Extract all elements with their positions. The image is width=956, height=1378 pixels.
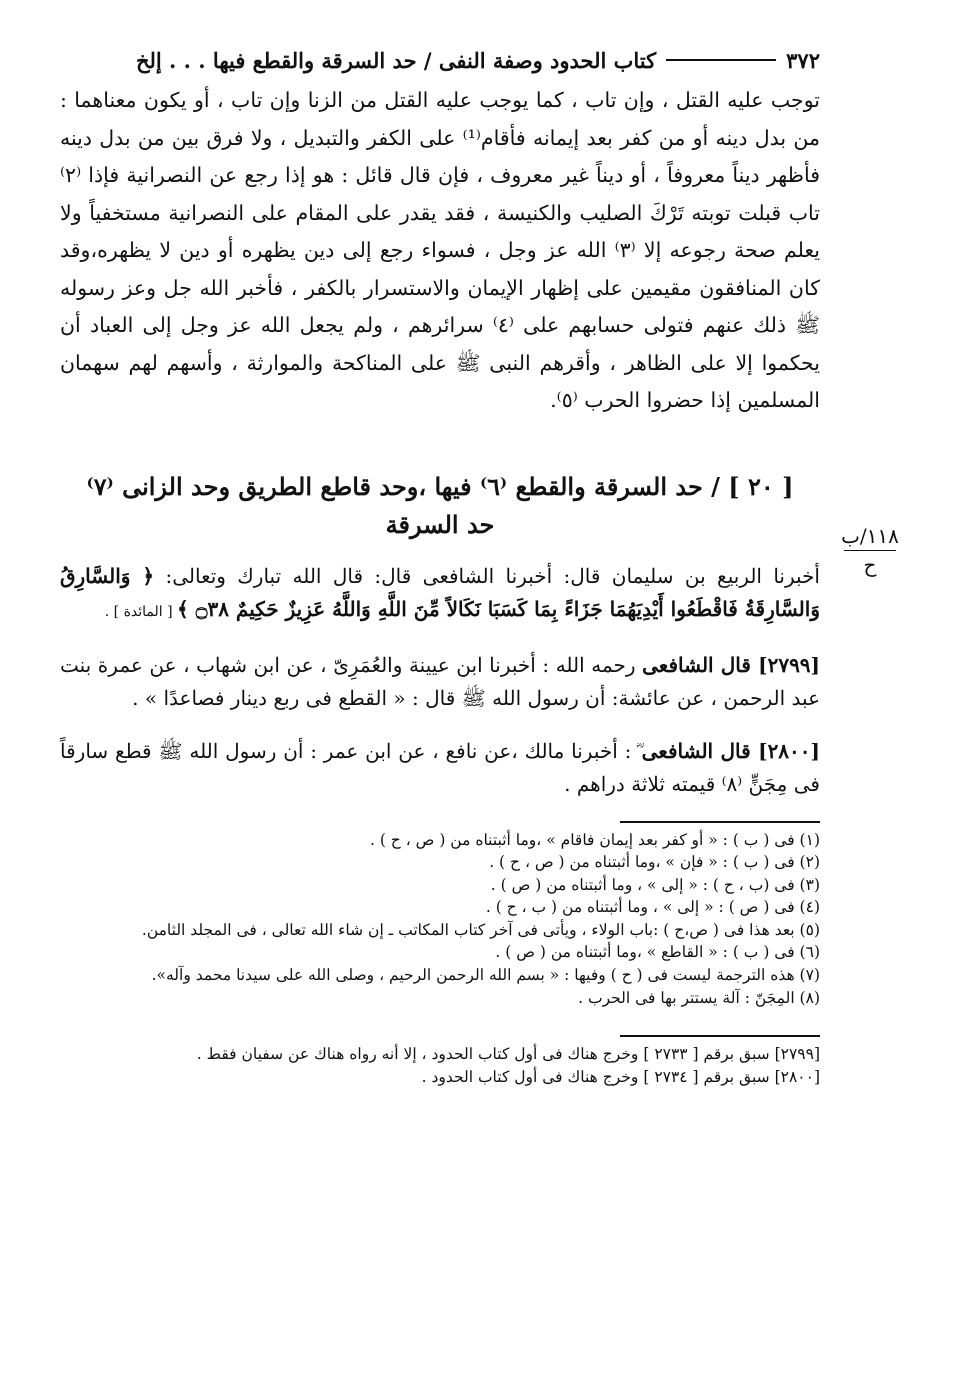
chapter-heading [60, 468, 820, 544]
footnote: (٤) فى ( ص ) : « إلى » ، وما أثبتناه من ( ب ، ح ) . [485, 898, 820, 917]
body-paragraph: توجب عليه القتل ، وإن تاب ، كما يوجب عليه القتل من الزنا وإن تاب ، أو يكون معناهما : من بدل دينه أو من كفر بعد إيمانه فأقام⁽¹⁾ على الكفر والتبديل ، ولا فرق بين من بدل دينه فأظهر ديناً معروفاً ، أو ديناً غير معروف ، فإن قال قائل : هو إذا رجع عن النصرانية فإذا ⁽٢⁾ تاب قبلت توبته تَرْكَ الصليب والكنيسة ، فقد يقدر على المقام على النصرانية مستخفياً ولا يعلم صحة رجوعه إلا ⁽٣⁾ الله عز وجل ، فسواء رجع إلى دين يظهره أو دين لا يظهره،وقد كان المنافقون مقيمين على إظهار الإيمان والاستسرار بالكفر ، فأخبر الله جل وعز رسوله ﷺ ذلك عنهم فتولى حسابهم على ⁽٤⁾ سرائرهم ، ولم يجعل الله عز وجل إلى العباد أن يحكموا إلا على الظاهر ، وأقرهم النبى ﷺ على المناكحة والموارثة ، وأسهم لهم سهمان المسلمين إذا حضروا الحرب ⁽٥⁾. [60, 88, 821, 412]
footnote: (٨) المِجَنّ : آلة يستتر بها فى الحرب . [578, 988, 820, 1007]
hadith-number: [٢٧٩٩] قال الشافعى [642, 652, 821, 677]
hadith-2800 [60, 735, 820, 801]
footnotes [60, 829, 820, 1010]
cross-reference: [٢٧٩٩] سبق برقم [ ٢٧٣٣ ] وخرج هناك فى أول كتاب الحدود ، إلا أنه رواه هناك عن سفيان فقط . [196, 1045, 820, 1064]
hadith-text: ؓ : أخبرنا مالك ،عن نافع ، عن ابن عمر : أن رسول الله ﷺ قطع سارقاً فى مِجَنٍّ ⁽٨⁾ قيمته ثلاثة دراهم . [60, 738, 820, 796]
crossref-rule [620, 1035, 820, 1037]
quote-intro: أخبرنا الربيع بن سليمان قال: أخبرنا الشافعى قال: قال الله تبارك وتعالى: [154, 563, 820, 588]
page-number: ٣٧٢ [786, 47, 820, 73]
footnote: (٦) فى ( ب ) : « القاطع » ،وما أثبتناه من ( ص ) . [495, 943, 820, 962]
chapter-title: [ ٢٠ ] / حد السرقة والقطع ⁽٦⁾ فيها ،وحد قاطع الطريق وحد الزانى ⁽٧⁾ [86, 471, 794, 501]
header-rule [666, 59, 776, 61]
running-title: كتاب الحدود وصفة النفى / حد السرقة والقطع فيها . . . إلخ [135, 47, 657, 73]
footnote: (٥) بعد هذا فى ( ص،ح ) :باب الولاء ، ويأتى فى آخر كتاب المكاتب ـ إن شاء الله تعالى ، فى المجلد الثامن. [141, 920, 820, 939]
footnote: (٢) فى ( ب ) : « فإن » ،وما أثبتناه من ( ص ، ح ) . [489, 853, 820, 872]
quran-verse: ﴿ وَالسَّارِقُ وَالسَّارِقَةُ فَاقْطَعُوا أَيْدِيَهُمَا جَزَاءً بِمَا كَسَبَا نَكَالاً مِّنَ اللَّهِ وَاللَّهُ عَزِيزٌ حَكِيمٌ ۝٣٨ ﴾ [60, 563, 820, 621]
cross-reference: [٢٨٠٠] سبق برقم [ ٢٧٣٤ ] وخرج هناك فى أول كتاب الحدود . [421, 1067, 820, 1086]
footnote: (٧) هذه الترجمة ليست فى ( ح ) وفيها : « بسم الله الرحمن الرحيم ، وصلى الله على سيدنا محمد وآله». [151, 966, 820, 985]
margin-manuscript: ح [863, 553, 877, 577]
hadith-number: [٢٨٠٠] قال الشافعى [641, 738, 820, 763]
quran-quote [60, 560, 820, 629]
page [60, 40, 820, 1088]
chapter-subtitle: حد السرقة [385, 509, 495, 539]
manuscript-margin-note [840, 522, 900, 579]
hadith-2799 [60, 649, 820, 715]
running-header [60, 40, 820, 80]
footnote: (٣) فى (ب ، ح ) : « إلى » ، وما أثبتناه من ( ص ) . [490, 875, 820, 894]
hadith-text: رحمه الله : أخبرنا ابن عيينة والعُمَرِىّ ، عن ابن شهاب ، عن عمرة بنت عبد الرحمن ، عن عائشة: أن رسول الله ﷺ قال : « القطع فى ربع دينار فصاعدًا » . [60, 652, 820, 710]
margin-folio: ١١٨/ب [841, 524, 899, 548]
verse-source: [ المائدة ] . [104, 603, 178, 620]
cross-references [60, 1043, 820, 1088]
footnote-rule [620, 821, 820, 823]
footnote: (١) فى ( ب ) : « أو كفر بعد إيمان فاقام » ،وما أثبتناه من ( ص ، ح ) . [369, 830, 820, 849]
